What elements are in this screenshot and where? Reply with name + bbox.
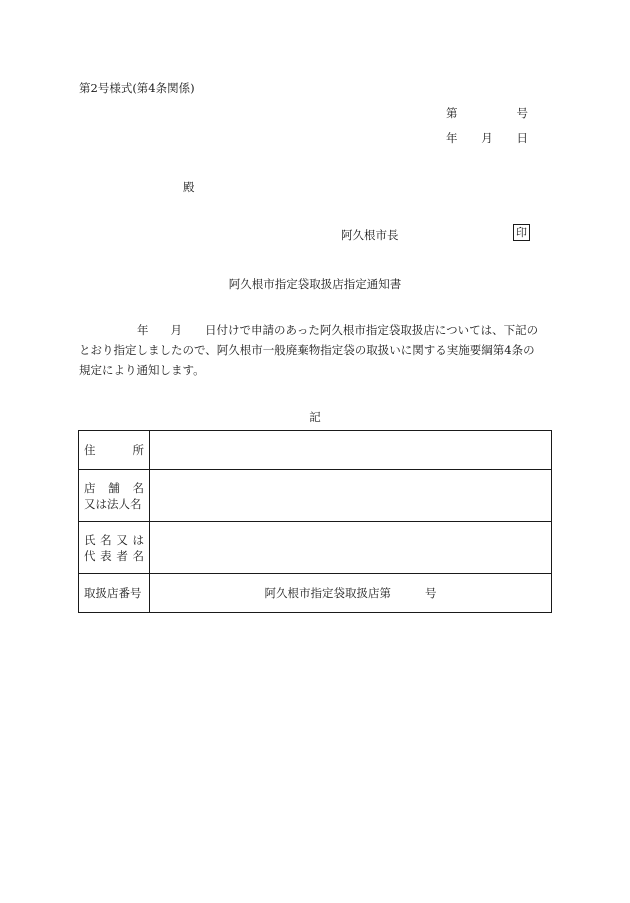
- table-row-number: [79, 574, 552, 613]
- body-paragraph: [79, 320, 553, 380]
- shop-label: 店 舗 名 又は法人名: [79, 470, 150, 522]
- form-number-label: 第2号様式(第4条関係): [79, 81, 195, 95]
- address-value-field[interactable]: [150, 431, 552, 470]
- number-suffix: 号: [516, 106, 528, 120]
- date-day: 日: [516, 131, 528, 145]
- date-line: [446, 130, 528, 146]
- body-month: 月: [170, 323, 182, 337]
- seal-mark: 印: [513, 224, 530, 241]
- shop-number-value: 阿久根市指定袋取扱店第 号: [150, 574, 552, 613]
- addressee-honorific: 殿: [183, 180, 195, 194]
- number-prefix: 第: [446, 106, 458, 120]
- document-number-line: [446, 105, 528, 121]
- document-title: 阿久根市指定袋取扱店指定通知書: [228, 277, 402, 291]
- table-row-shop: [79, 470, 552, 522]
- table-row-name: [79, 522, 552, 574]
- name-label: 氏 名 又 は 代 表 者 名: [79, 522, 150, 574]
- body-line-1: [79, 320, 553, 340]
- name-value-field[interactable]: [150, 522, 552, 574]
- date-year: 年: [446, 131, 458, 145]
- body-line-3: 規定により通知します。: [79, 363, 205, 377]
- body-year: 年: [137, 323, 149, 337]
- address-label: 住 所: [79, 431, 150, 470]
- table-row-address: [79, 431, 552, 470]
- body-line-2: とおり指定しましたので、阿久根市一般廃棄物指定袋の取扱いに関する実施要綱第4条の: [79, 343, 535, 357]
- shop-number-label: 取扱店番号: [79, 574, 150, 613]
- shop-value-field[interactable]: [150, 470, 552, 522]
- date-month: 月: [481, 131, 493, 145]
- ki-heading: 記: [309, 410, 321, 424]
- details-table: [78, 430, 552, 613]
- sender-name: 阿久根市長: [341, 228, 399, 242]
- body-line-1-text: 日付けで申請のあった阿久根市指定袋取扱店については、下記の: [205, 323, 539, 337]
